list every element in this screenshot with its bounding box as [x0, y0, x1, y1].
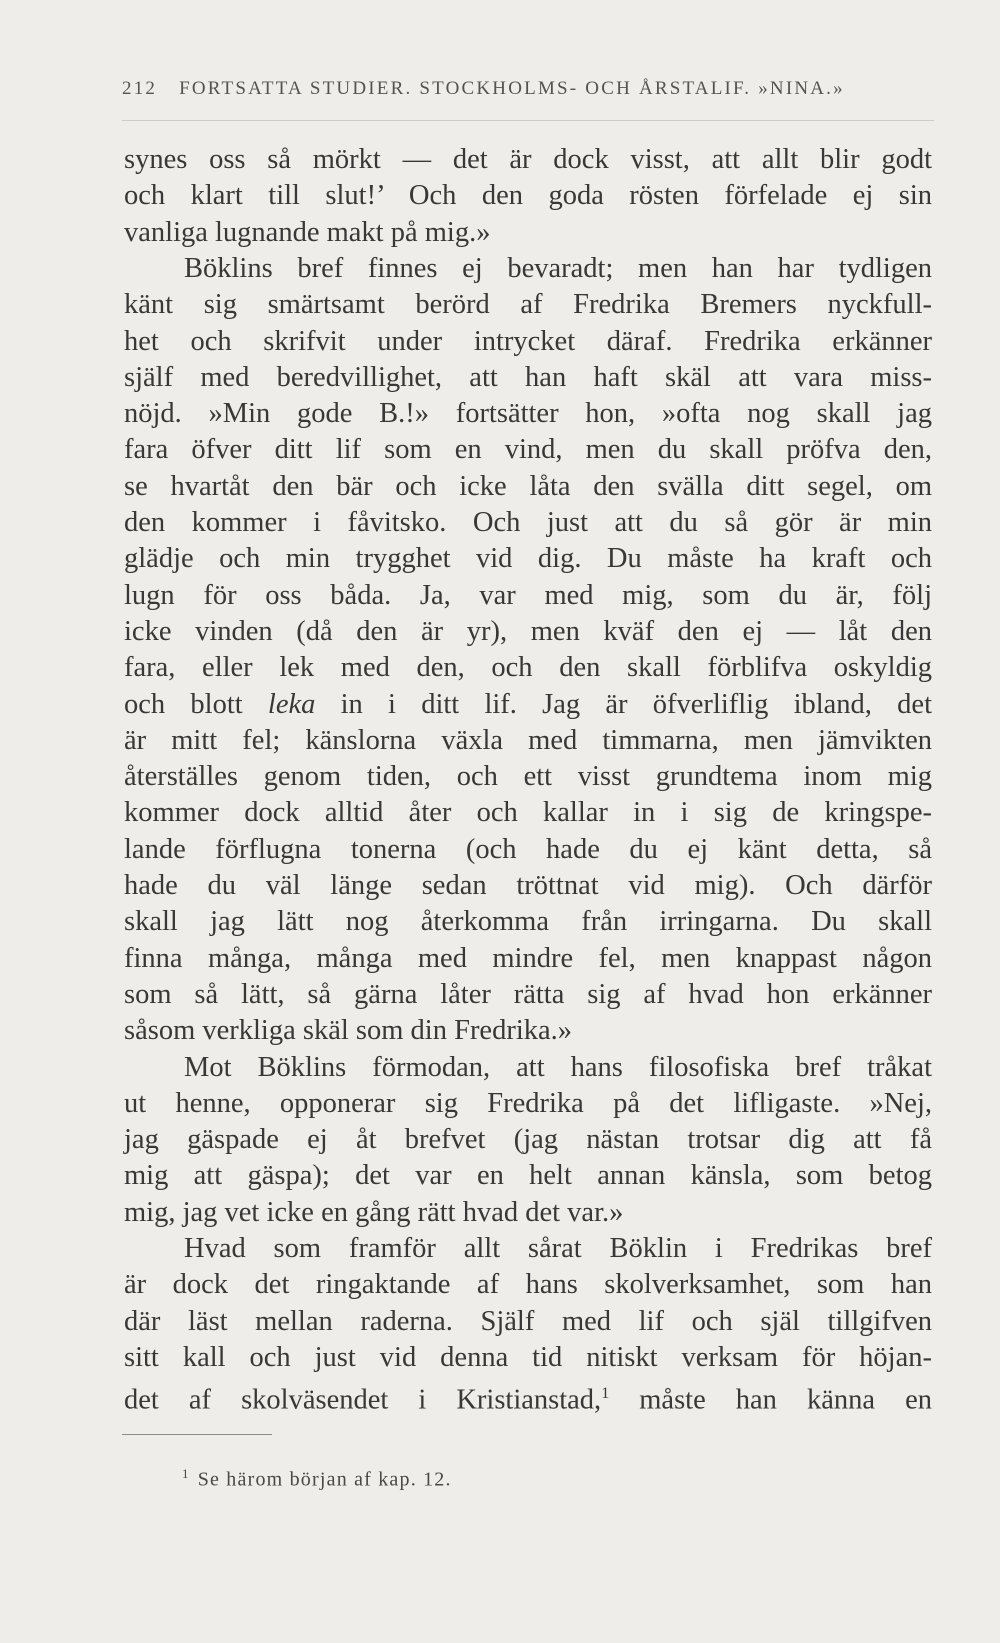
running-header: [122, 78, 934, 100]
line-segment: och blott: [124, 688, 268, 720]
footnote-reference: 1: [601, 1385, 610, 1403]
text-line: Hvad som framför allt sårat Böklin i Fredrikas bref: [184, 1233, 932, 1264]
line-segment: det af skolväsendet i Kristianstad,: [124, 1384, 602, 1416]
text-line: återställes genom tiden, och ett visst grundtema inom mig: [124, 761, 932, 793]
text-line: där läst mellan raderna. Själf med lif och själ tillgifven: [124, 1305, 932, 1337]
text-line: Mot Böklins förmodan, att hans filosofiska bref tråkat: [184, 1051, 932, 1083]
text-line: fara, eller lek med den, och den skall förblifva oskyldig: [124, 652, 932, 684]
text-line: kommer dock alltid åter och kallar in i sig de kringspe-: [124, 797, 932, 829]
text-line: mig att gäspa); det var en helt annan känsla, som betog: [124, 1160, 932, 1192]
text-line: jag gäspade ej åt brefvet (jag nästan trotsar dig att få: [124, 1124, 932, 1156]
line-segment: in i ditt lif. Jag är öfverliflig ibland, det: [315, 688, 932, 720]
text-line: lugn för oss båda. Ja, var med mig, som du är, följ: [124, 579, 932, 611]
text-line: [124, 685, 932, 725]
text-line: känt sig smärtsamt berörd af Fredrika Bremers nyckfull-: [124, 289, 932, 321]
footnote-mark: 1: [182, 1466, 190, 1481]
text-line: som så lätt, så gärna låter rätta sig af hvad hon erkänner: [124, 978, 932, 1010]
text-line: synes oss så mörkt — det är dock visst, att allt blir godt: [124, 144, 932, 175]
text-line: het och skrifvit under intrycket däraf. Fredrika erkänner: [124, 325, 932, 357]
header-rule: [122, 120, 934, 121]
line-segment: måste han känna en: [609, 1384, 932, 1416]
text-line: själf med beredvillighet, att han haft skäl att vara miss-: [124, 361, 932, 393]
text-line: mig, jag vet icke en gång rätt hvad det var.»: [124, 1196, 624, 1228]
page-number: 212: [122, 78, 158, 99]
text-line: lande förflugna tonerna (och hade du ej känt detta, så: [124, 833, 932, 865]
text-line: icke vinden (då den är yr), men kväf den ej — låt den: [124, 615, 932, 647]
text-line: ut henne, opponerar sig Fredrika på det lifligaste. »Nej,: [124, 1087, 932, 1119]
text-line: hade du väl länge sedan tröttnat vid mig). Och därför: [124, 870, 932, 901]
italic-word: leka: [267, 688, 316, 720]
text-line: är dock det ringaktande af hans skolverksamhet, som han: [124, 1269, 932, 1301]
text-line: och klart till slut!’ Och den goda rösten förfelade ej sin: [124, 180, 932, 212]
text-line: se hvartåt den bär och icke låta den svälla ditt segel, om: [124, 470, 932, 502]
text-line: sitt kall och just vid denna tid nitiskt verksam för höjan-: [124, 1341, 932, 1373]
text-line: glädje och min trygghet vid dig. Du måste ha kraft och: [124, 543, 932, 575]
text-line: vanliga lugnande makt på mig.»: [124, 216, 491, 248]
text-line: den kommer i fåvitsko. Och just att du så gör är min: [124, 507, 932, 538]
text-line: Böklins bref finnes ej bevaradt; men han har tydligen: [184, 252, 932, 284]
text-line: finna många, många med mindre fel, men knappast någon: [124, 942, 932, 974]
text-line: såsom verkliga skäl som din Fredrika.»: [124, 1015, 573, 1047]
footnote-text: Se härom början af kap. 12.: [197, 1468, 452, 1491]
footnote: [182, 1466, 452, 1492]
running-title: FORTSATTA STUDIER. STOCKHOLMS- OCH ÅRSTALIF. »NINA.»: [179, 78, 845, 99]
footnote-rule: [122, 1434, 272, 1435]
text-line: [124, 1374, 932, 1414]
text-line: är mitt fel; känslorna växla med timmarna, men jämvikten: [124, 724, 932, 756]
text-line: fara öfver ditt lif som en vind, men du skall pröfva den,: [124, 434, 932, 466]
text-line: nöjd. »Min gode B.!» fortsätter hon, »ofta nog skall jag: [124, 398, 932, 430]
text-line: skall jag lätt nog återkomma från irringarna. Du skall: [124, 906, 932, 938]
